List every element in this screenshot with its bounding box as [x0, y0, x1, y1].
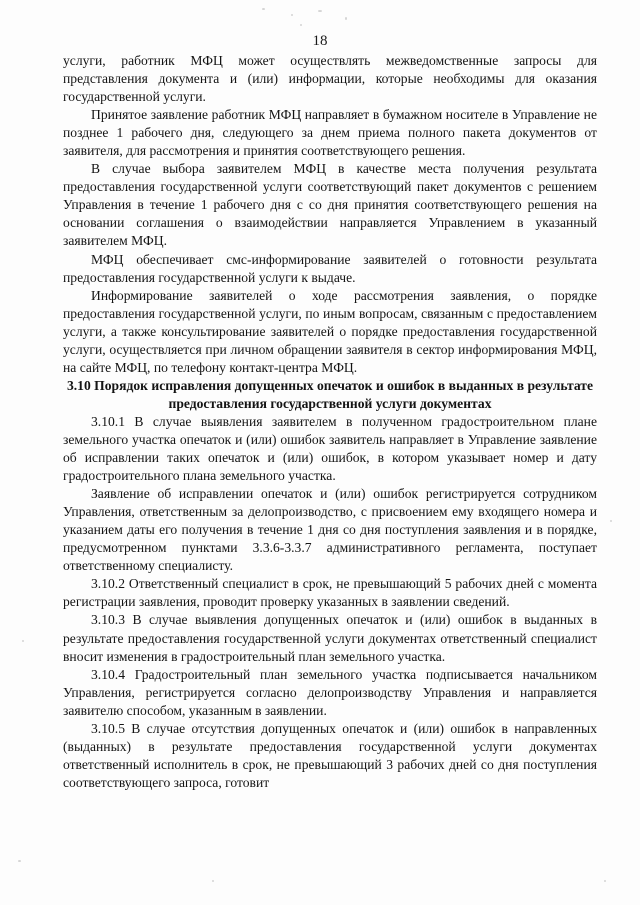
- scan-speck: [291, 14, 293, 16]
- scan-speck: [262, 8, 265, 10]
- paragraph: Информирование заявителей о ходе рассмотрения заявления, о порядке предоставления государственной услуги, по иным вопросам, связанным с предоставлением услуги, а также консультирование заявителей о порядке предоставления государственной услуги, осуществляется при личном обращении заявителя в сектор информирования МФЦ, на сайте МФЦ, по телефону контакт-центра МФЦ.: [63, 287, 597, 375]
- scan-speck: [610, 520, 612, 522]
- document-body: [63, 52, 597, 792]
- scan-speck: [212, 880, 214, 882]
- section-paragraph: 3.10.1 В случае выявления заявителем в полученном градостроительном плане земельного участка опечаток и (или) ошибок заявитель направляет в Управление заявление об исправлении таких опечаток и (или) ошибок, в котором указывает номер и дату градостроительного плана земельного участка.: [63, 413, 597, 484]
- scan-speck: [18, 860, 21, 862]
- page-number: 18: [312, 33, 328, 49]
- section-heading: 3.10 Порядок исправления допущенных опечаток и ошибок в выданных в результате предоставления государственной услуги документах: [66, 377, 593, 411]
- paragraph: услуги, работник МФЦ может осуществлять межведомственные запросы для представления документа и (или) информации, которые необходимы для оказания государственной услуги.: [63, 53, 597, 105]
- scan-speck: [345, 17, 347, 20]
- section-paragraph: 3.10.3 В случае выявления допущенных опечаток и (или) ошибок в выданных в результате предоставления государственной услуги документах ответственный специалист вносит изменения в градостроительный план земельного участка.: [63, 612, 597, 664]
- scan-speck: [604, 880, 606, 882]
- paragraph: МФЦ обеспечивает смс-информирование заявителей о готовности результата предоставления государственной услуги к выдаче.: [63, 251, 597, 285]
- section-paragraph: 3.10.2 Ответственный специалист в срок, не превышающий 5 рабочих дней с момента регистрации заявления, проводит проверку указанных в заявлении сведений.: [63, 576, 597, 610]
- scan-speck: [22, 640, 24, 642]
- scan-speck: [300, 24, 302, 26]
- section-paragraph: 3.10.4 Градостроительный план земельного участка подписывается начальником Управления, регистрируется согласно делопроизводству Управления и направляется заявителю способом, указанным в заявлении.: [63, 666, 597, 718]
- paragraph: Принятое заявление работник МФЦ направляет в бумажном носителе в Управление не позднее 1 рабочего дня, следующего за днем приема полного пакета документов от заявителя, для рассмотрения и принятия соответствующего решения.: [63, 107, 597, 159]
- section-paragraph: 3.10.5 В случае отсутствия допущенных опечаток и (или) ошибок в направленных (выданных) в результате предоставления государственной услуги документах ответственный исполнитель в срок, не превышающий 3 рабочих дней со дня поступления соответствующего запроса, готовит: [63, 720, 597, 790]
- section-paragraph: Заявление об исправлении опечаток и (или) ошибок регистрируется сотрудником Управления, ответственным за делопроизводство, с присвоением ему входящего номера и указанием даты его получения в течение 1 дня со дня поступления заявления и в порядке, предусмотренном пунктами 3.3.6-3.3.7 административного регламента, поступает ответственному специалисту.: [63, 486, 597, 574]
- scan-speck: [318, 10, 322, 12]
- paragraph: В случае выбора заявителем МФЦ в качестве места получения результата предоставления государственной услуги соответствующий пакет документов с решением Управления в течение 1 рабочего дня с со дня принятия соответствующего решения на основании соглашения о взаимодействии направляется Управлением в указанный заявителем МФЦ.: [63, 161, 597, 249]
